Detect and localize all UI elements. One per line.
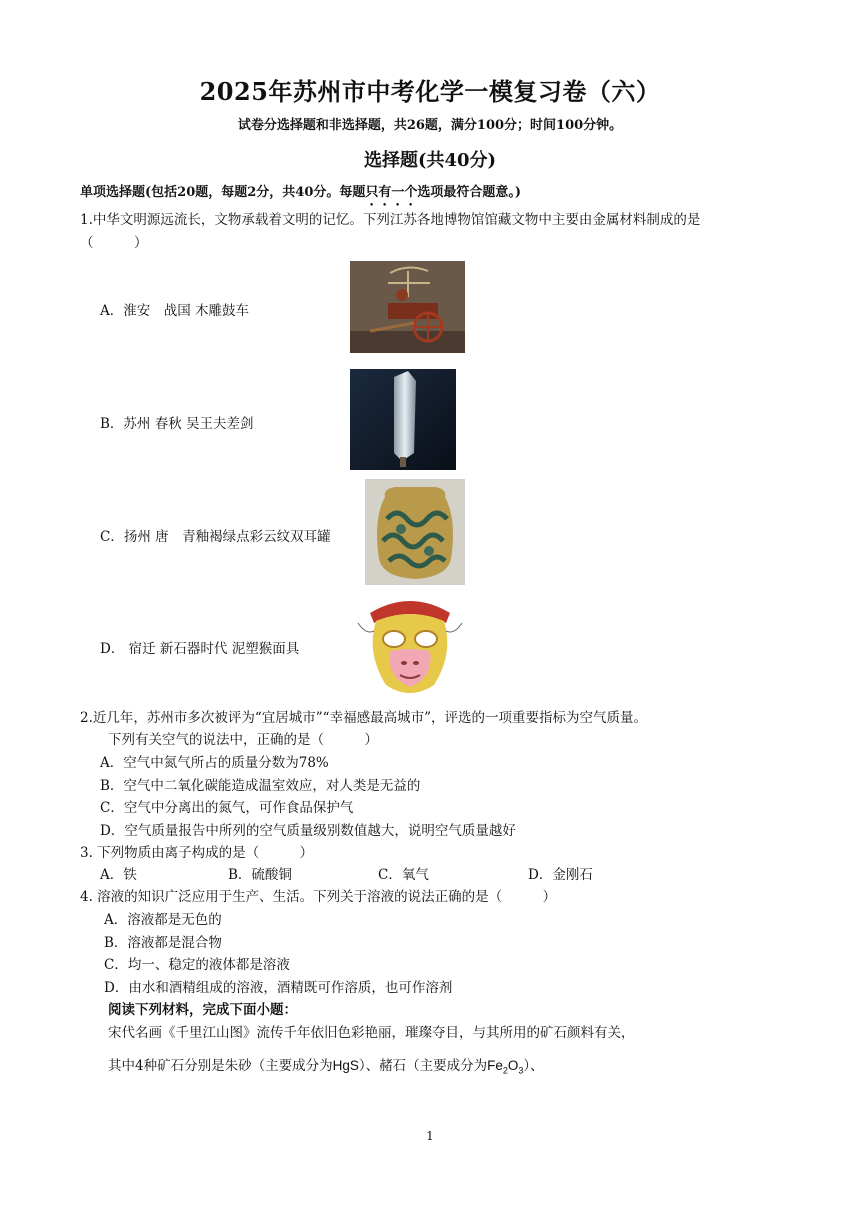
question-1-option-d: D． 宿迁 新石器时代 泥塑猴面具 bbox=[100, 641, 300, 657]
reading-line-2-part-b: ）、赭石（主要成分为 bbox=[358, 1058, 488, 1074]
formula-hgs: HgS bbox=[332, 1058, 359, 1073]
reading-line-2 bbox=[108, 1054, 544, 1076]
exam-subtitle: 试卷分选择题和非选择题，共26题，满分100分；时间100分钟。 bbox=[237, 118, 623, 133]
jar-image bbox=[365, 479, 465, 585]
question-2-option-c: C．空气中分离出的氮气，可作食品保护气 bbox=[100, 800, 354, 816]
question-3-stem: 3. 下列物质由离子构成的是（ ） bbox=[80, 845, 314, 861]
question-1-option-a: A．淮安 战国 木雕鼓车 bbox=[100, 303, 250, 319]
drum-cart-image bbox=[350, 261, 465, 353]
formula-o: O bbox=[507, 1058, 519, 1073]
question-2-option-d: D．空气质量报告中所列的空气质量级别数值越大，说明空气质量越好 bbox=[100, 823, 516, 839]
question-3-option-b: B．硫酸铜 bbox=[228, 867, 292, 883]
question-4-stem: 4. 溶液的知识广泛应用于生产、生活。下列关于溶液的说法正确的是（ ） bbox=[80, 889, 557, 905]
instruction-text-before: 单项选择题(包括20题，每题2分，共40分。每题 bbox=[80, 185, 366, 200]
question-2-stem-continued: 下列有关空气的说法中，正确的是（ ） bbox=[108, 732, 378, 748]
question-2-stem: 2.近几年，苏州市多次被评为“宜居城市”“幸福感最高城市”，评选的一项重要指标为空气质量。 bbox=[80, 710, 647, 726]
exam-title: 2025年苏州市中考化学一模复习卷（六） bbox=[199, 77, 661, 106]
reading-line-1: 宋代名画《千里江山图》流传千年依旧色彩艳丽，璀璨夺目，与其所用的矿石颜料有关， bbox=[108, 1025, 635, 1041]
question-3-option-c: C．氧气 bbox=[378, 867, 429, 883]
reading-line-2-part-a: 其中4种矿石分别是朱砂（主要成分为 bbox=[108, 1058, 333, 1074]
question-2-option-b: B．空气中二氧化碳能造成温室效应，对人类是无益的 bbox=[100, 778, 421, 794]
formula-fe: Fe bbox=[487, 1058, 503, 1073]
section-title: 选择题(共40分) bbox=[363, 150, 497, 171]
question-1-stem: 1.中华文明源远流长，文物承载着文明的记忆。下列江苏各地博物馆馆藏文物中主要由金属材料制成的是 bbox=[80, 212, 701, 228]
question-4-option-b: B．溶液都是混合物 bbox=[104, 935, 222, 951]
formula-sub-2: 2 bbox=[502, 1065, 508, 1076]
question-2-option-a: A．空气中氮气所占的质量分数为78% bbox=[100, 755, 329, 771]
question-3-option-d: D．金刚石 bbox=[528, 867, 593, 883]
question-1-option-b: B．苏州 春秋 吴王夫差剑 bbox=[100, 416, 254, 432]
question-1-option-c: C．扬州 唐 青釉褐绿点彩云纹双耳罐 bbox=[100, 529, 331, 545]
page-number: 1 bbox=[426, 1129, 434, 1143]
formula-fe2o3 bbox=[487, 1058, 524, 1076]
sword-image bbox=[350, 369, 456, 470]
instruction-emphasis: 只有一个 bbox=[365, 185, 418, 200]
question-4-option-a: A．溶液都是无色的 bbox=[104, 912, 222, 928]
reading-heading: 阅读下列材料，完成下面小题： bbox=[108, 1002, 297, 1018]
instruction-text-after: 选项最符合题意。) bbox=[417, 185, 522, 200]
question-1-blank: （ ） bbox=[80, 235, 148, 251]
question-4-option-c: C．均一、稳定的液体都是溶液 bbox=[104, 957, 290, 973]
question-3-option-a: A．铁 bbox=[100, 867, 137, 883]
section-instruction bbox=[80, 181, 521, 209]
reading-line-2-part-c: ）、 bbox=[523, 1058, 544, 1074]
question-4-option-d: D．由水和酒精组成的溶液，酒精既可作溶质，也可作溶剂 bbox=[104, 980, 453, 996]
monkey-mask-image bbox=[350, 593, 470, 699]
formula-sub-3: 3 bbox=[518, 1065, 524, 1076]
